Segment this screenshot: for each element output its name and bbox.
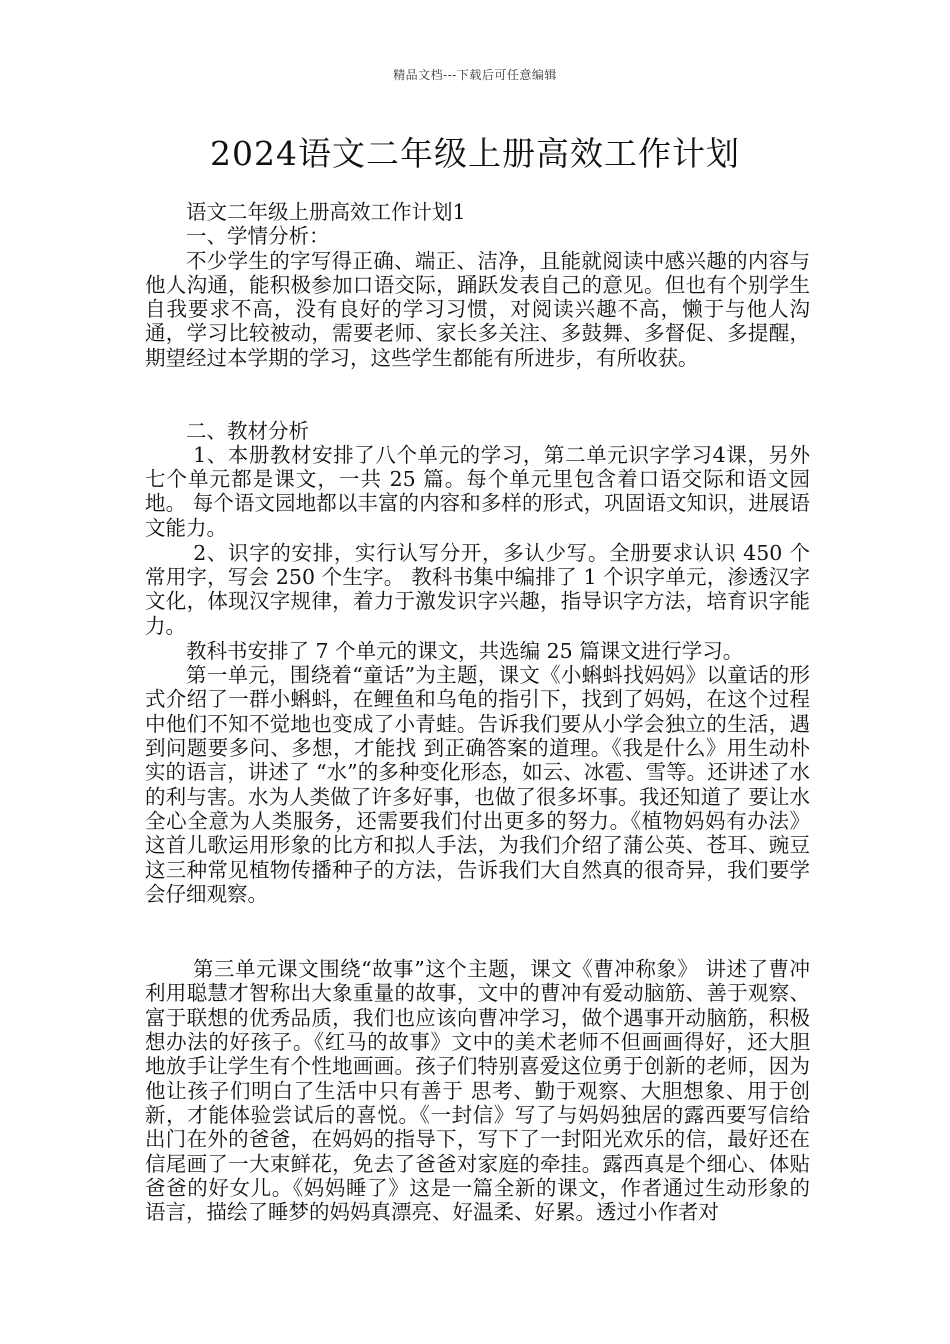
heading-textbook-analysis: 二、教材分析 (186, 418, 309, 443)
paragraph-unit-one: 第一单元，围绕着“童话”为主题，课文《小蝌蚪找妈妈》以童话的形式介绍了一群小蝌蚪，在鲤鱼和乌龟的指引下，找到了妈妈，在这个过程中他们不知不觉地也变成了小青蛙。告诉我们要从小学会独立的生活，遇到问题要多问、多想，才能找 到正确答案的道理。《我是什么》用生动朴实的语言，讲述了 “水”的多种变化形态，如云、冰雹、雪等。还讲述了水的利与害。水为人类做了许多好事，也做了很多坏事。我还知道了 要让水全心全意为人类服务，还需要我们付出更多的努力。《植物妈妈有办法》这首儿歌运用形象的比方和拟人手法，为我们介绍了蒲公英、苍耳、豌豆这三种常见植物传播种子的方法，告诉我们大自然真的很奇异，我们要学会仔细观察。 (145, 663, 810, 906)
paragraph-literacy-arrangement: 2、识字的安排，实行认写分开，多认少写。全册要求认识 450 个常用字，写会 250 个生字。 教科书集中编排了 1 个识字单元，渗透汉字文化，体现汉字规律，着力于激发识字兴趣，指导识字方法，培育识字能力。 (145, 540, 810, 638)
document-body (145, 200, 810, 1224)
paragraph-learning-analysis: 不少学生的字写得正确、端正、洁净，且能就阅读中感兴趣的内容与他人沟通，能积极参加口语交际，踊跃发表自己的意见。但也有个别学生自我要求不高，没有良好的学习习惯，对阅读兴趣不高，懒于与他人沟通，学习比较被动，需要老师、家长多关注、多鼓舞、多督促、多提醒，期望经过本学期的学习，这些学生都能有所进步，有所收获。 (145, 248, 810, 370)
paragraph-textbook-units: 1、本册教材安排了八个单元的学习，第二单元识字学习4课，另外七个单元都是课文，一共 25 篇。每个单元里包含着口语交际和语文园地。 每个语文园地都以丰富的内容和多样的形式，巩固语文知识，进展语文能力。 (145, 442, 810, 540)
page-header-note: 精品文档---下载后可任意编辑 (393, 68, 557, 82)
document-title: 2024语文二年级上册高效工作计划 (210, 134, 740, 173)
paragraph-unit-three: 第三单元课文围绕“故事”这个主题，课文《曹冲称象》 讲述了曹冲利用聪慧才智称出大象重量的故事，文中的曹冲有爱动脑筋、善于观察、富于联想的优秀品质，我们也应该向曹冲学习，做个遇事开动脑筋，积极想办法的好孩子。《红马的故事》文中的美术老师不但画画得好，还大胆地放手让学生有个性地画画。孩子们特别喜爱这位勇于创新的老师，因为他让孩子们明白了生活中只有善于 思考、勤于观察、大胆想象、用于创新，才能体验尝试后的喜悦。《一封信》写了与妈妈独居的露西要写信给出门在外的爸爸，在妈妈的指导下，写下了一封阳光欢乐的信，最好还在信尾画了一大束鲜花，免去了爸爸对家庭的牵挂。露西真是个细心、体贴爸爸的好女儿。《妈妈睡了》这是一篇全新的课文，作者通过生动形象的语言，描绘了睡梦的妈妈真漂亮、好温柔、好累。透过小作者对 (145, 957, 810, 1225)
paragraph-text-units: 教科书安排了 7 个单元的课文，共选编 25 篇课文进行学习。 (186, 638, 744, 663)
section-subtitle: 语文二年级上册高效工作计划1 (186, 200, 466, 224)
heading-learning-analysis: 一、学情分析： (186, 224, 330, 249)
